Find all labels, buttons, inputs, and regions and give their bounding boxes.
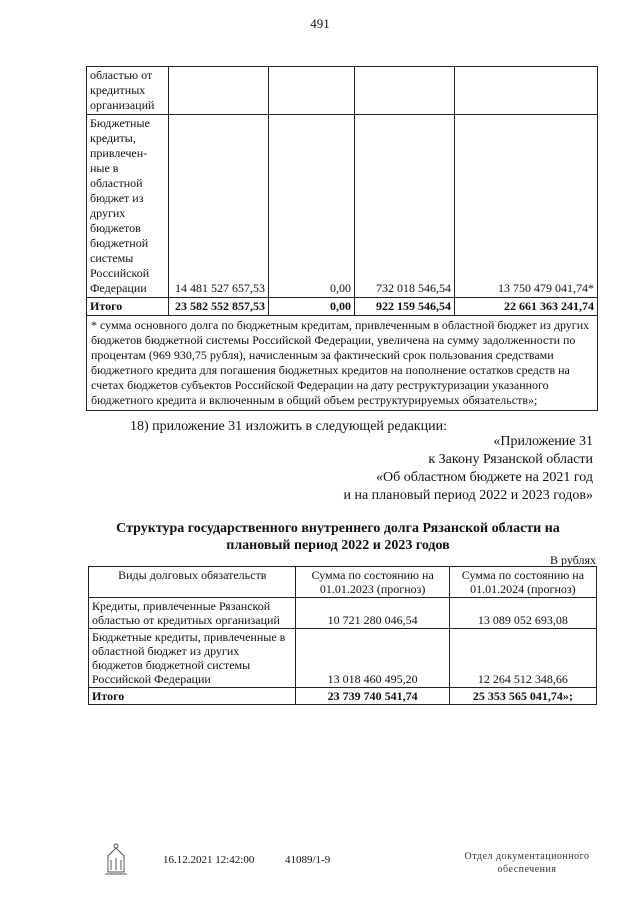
total-label: Итого [89, 688, 296, 705]
total-value: 0,00 [269, 298, 355, 316]
total-row [87, 298, 598, 316]
footnote-row [87, 316, 598, 411]
stamp-line: обеспечения [497, 864, 557, 875]
coat-of-arms-icon [100, 842, 132, 876]
cell-value: 13 750 479 041,74* [455, 115, 598, 298]
item-text: 18) приложение 31 изложить в следующей редакции: [130, 419, 447, 434]
total-value: 25 353 565 041,74»; [449, 688, 596, 705]
row-label: Кредиты, привлеченные Рязанской областью от кредитных организаций [89, 598, 296, 629]
table-row [89, 629, 597, 688]
cell-value: 0,00 [269, 115, 355, 298]
department-stamp [452, 850, 602, 876]
appendix-line-1: «Приложение 31 [493, 434, 593, 449]
appendix-line-3: «Об областном бюджете на 2021 год [376, 470, 593, 485]
table-row [87, 67, 598, 115]
footnote: * сумма основного долга по бюджетным кредитам, привлеченным в областной бюджет из других бюджетов бюджетной системы Российской Федерации, увеличена на сумму задолженности по процентам (969 930,75 рубля), начисленным за фактический срок пользования средствами бюджетного кредита для погашения бюджетных кредитов на пополнение остатков средств на счетах бюджетов субъектов Российской Федерации на дату реструктуризации указанного бюджетного кредита и включенным в общий объем реструктурируемых обязательств»; [87, 316, 598, 411]
total-value: 23 582 552 857,53 [169, 298, 269, 316]
cell-value: 13 089 052 693,08 [449, 598, 596, 629]
row-label: Бюджетные кредиты, привлеченные в областной бюджет из других бюджетов бюджетной системы Российской Федерации [89, 629, 296, 688]
row-label: Бюджетные кредиты, привлечен-ные в областной бюджет из других бюджетов бюджетной системы Российской Федерации [87, 115, 169, 298]
cell-value: 13 018 460 495,20 [296, 629, 449, 688]
header-cell: Сумма по состоянию на 01.01.2024 (прогноз) [449, 567, 596, 598]
cell-value: 14 481 527 657,53 [169, 115, 269, 298]
total-row [89, 688, 597, 705]
footer-datetime: 16.12.2021 12:42:00 [163, 854, 255, 866]
cell-value: 732 018 546,54 [355, 115, 455, 298]
footer-doc-number: 41089/1-9 [285, 854, 331, 866]
stamp-line: Отдел документационного [464, 851, 590, 862]
table2-title: Структура государственного внутреннего долга Рязанской области на плановый период 2022 и 2023 годов [116, 521, 560, 553]
total-value: 22 661 363 241,74 [455, 298, 598, 316]
debt-table-continued [86, 66, 598, 411]
cell-value: 10 721 280 046,54 [296, 598, 449, 629]
row-label: областью от кредитных организаций [87, 67, 169, 115]
units-label: В рублях [549, 553, 596, 567]
total-label: Итого [87, 298, 169, 316]
header-cell: Виды долговых обязательств [89, 567, 296, 598]
total-value: 23 739 740 541,74 [296, 688, 449, 705]
cell-value: 12 264 512 348,66 [449, 629, 596, 688]
total-value: 922 159 546,54 [355, 298, 455, 316]
table-row [87, 115, 598, 298]
table-header-row [89, 567, 597, 598]
header-cell: Сумма по состоянию на 01.01.2023 (прогноз) [296, 567, 449, 598]
debt-structure-table [88, 566, 597, 705]
table-row [89, 598, 597, 629]
page-number: 491 [310, 16, 330, 31]
appendix-line-4: и на плановый период 2022 и 2023 годов» [343, 488, 593, 503]
appendix-line-2: к Закону Рязанской области [428, 452, 593, 467]
